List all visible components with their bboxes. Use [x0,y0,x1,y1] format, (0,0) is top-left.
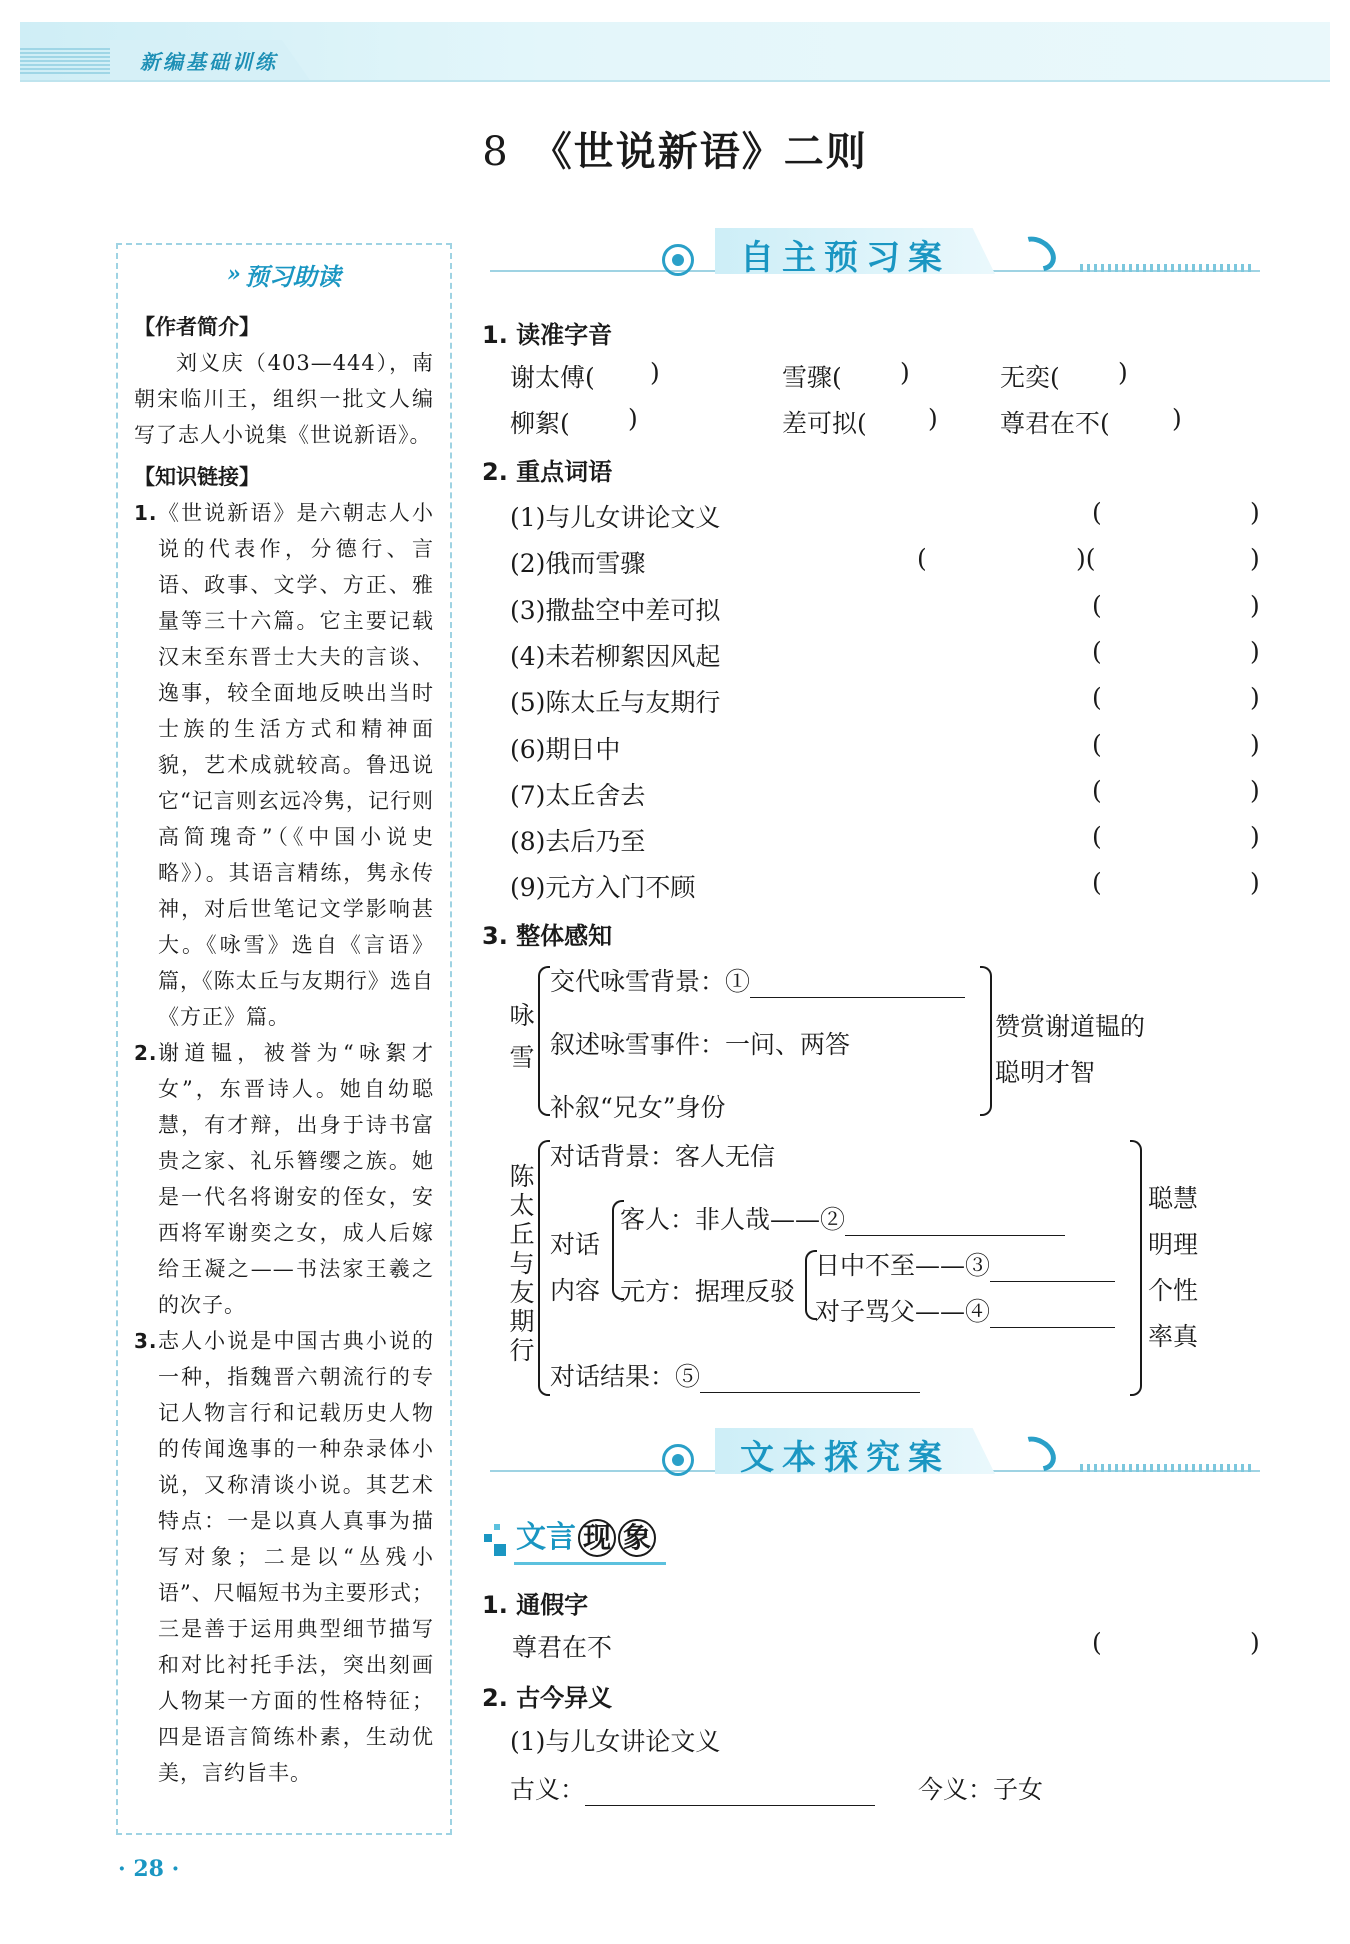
pinyin-item: 尊君在不( [1000,409,1110,438]
key-word-item: (8)去后乃至 [510,827,646,856]
preview-sidebar [116,243,452,1835]
yongxue-line-1: 交代咏雪背景：① [550,962,965,998]
series-label: 新编基础训练 [140,50,278,74]
q3-heading: 3. 整体感知 [482,922,613,950]
answer-paren-close: ) [1250,822,1260,851]
answer-paren-open: ( [1092,683,1102,712]
header-stripe-decoration [20,48,110,74]
answer-paren-open: ( [1092,730,1102,759]
yongxue-summary: 赞赏谢道韫的 聪明才智 [995,1012,1146,1087]
pinyin-item: 差可拟( [782,409,867,438]
chen-background: 对话背景：客人无信 [550,1142,776,1171]
answer-paren-close: ) [1250,498,1260,527]
tongjia-item: 尊君在不 [512,1633,613,1662]
sidebar-heading-text: 预习助读 [244,261,341,291]
author-text: 刘义庆（403—444），南朝宋临川王，组织一批文人编写了志人小说集《世说新语》。 [134,351,434,447]
key-word-item: (7)太丘舍去 [510,781,646,810]
lesson-title [0,120,1350,177]
yuanfang-sub-2: 对子骂父——④ [815,1292,1115,1328]
banner-title: 自主预习案 [740,238,950,278]
section-banner-explore [490,1428,1260,1488]
header-rule [20,80,1330,82]
key-word-item: (6)期日中 [510,735,621,764]
page-number: · 28 · [118,1856,180,1882]
key-word-item: (1)与儿女讲论文义 [510,503,721,532]
answer-paren-close: ) [1250,637,1260,666]
dialogue-label: 对话 内容 [550,1230,601,1305]
answer-paren-open: ( [1092,776,1102,805]
answer-paren-open: ( [1092,498,1102,527]
chen-result: 对话结果：⑤ [550,1357,920,1393]
t2-heading: 2. 古今异义 [482,1684,613,1712]
pinyin-item: 谢太傅( [510,363,595,392]
chen-summary: 聪慧 明理 个性 率真 [1148,1184,1199,1351]
yuanfang-line: 元方：据理反驳 [620,1277,796,1306]
answer-paren-close: ) [1250,868,1260,897]
yongxue-label: 咏 雪 [509,1001,535,1072]
sidebar-heading [134,245,434,303]
key-word-item: (2)俄而雪骤 [510,549,646,578]
knowledge-item: 3. 志人小说是中国古典小说的一种，指魏晋六朝流行的专记人物言行和记载历史人物的传闻逸事的一种杂录体小说，又称清谈小说。其艺术特点：一是以真人真事为描写对象；二是以“丛残小语”、尺幅短书为主要形式；三是善于运用典型细节描写和对比衬托手法，突出刻画人物某一方面的性格特征；四是语言简练朴素，生动优美，言约旨丰。 [134,1329,434,1785]
brace-left [538,966,550,1116]
pinyin-item: 柳絮( [510,409,570,438]
answer-paren-open: ( [1092,591,1102,620]
lesson-title-text: 《世说新语》二则 [531,128,868,175]
gujin-item: (1)与儿女讲论文义 [510,1727,721,1756]
key-word-item: (3)撒盐空中差可拟 [510,596,721,625]
yongxue-line-3: 补叙“兄女”身份 [550,1093,726,1122]
target-icon [662,1444,694,1476]
section-banner-preview [490,228,1260,288]
t1-heading: 1. 通假字 [482,1591,589,1619]
lesson-number: 8 [482,129,510,175]
pinyin-item: 雪骤( [782,363,842,392]
answer-paren-close: ) [1250,544,1260,573]
q2-heading: 2. 重点词语 [482,458,613,486]
answer-paren-close: ) [1250,730,1260,759]
author-section-title: 【作者简介】 [134,315,260,339]
knowledge-section-title: 【知识链接】 [134,465,260,489]
pinyin-item: 无奕( [1000,363,1060,392]
brace-right [1130,1140,1142,1396]
answer-paren-open: )( [1076,544,1096,573]
answer-paren-close: ) [1250,591,1260,620]
chen-label: 陈 太 丘 与 友 期 行 [509,1162,535,1365]
q1-heading: 1. 读准字音 [482,321,613,349]
answer-paren-open: ( [1092,637,1102,666]
brace-left [538,1140,550,1396]
yuanfang-sub-1: 日中不至——③ [815,1246,1115,1282]
modern-meaning: 今义：子女 [918,1775,1044,1804]
ancient-meaning: 古义： [510,1770,875,1806]
answer-paren-open: ( [917,544,927,573]
answer-paren-open: ( [1092,868,1102,897]
knowledge-list [134,495,434,1791]
yongxue-line-2: 叙述咏雪事件：一问、两答 [550,1030,851,1059]
double-chevron-icon: » [227,261,241,287]
target-icon [662,244,694,276]
brace-right [980,966,992,1116]
answer-paren-open: ( [1092,822,1102,851]
key-word-item: (5)陈太丘与友期行 [510,688,721,717]
key-word-item: (4)未若柳絮因风起 [510,642,721,671]
banner-title: 文本探究案 [740,1438,950,1478]
guest-line: 客人：非人哉——② [620,1200,1065,1236]
knowledge-item: 2. 谢道韫，被誉为“咏絮才女”，东晋诗人。她自幼聪慧，有才辩，出身于诗书富贵之家、礼乐簪缨之族。她是一代名将谢安的侄女，安西将军谢奕之女，成人后嫁给王凝之——书法家王羲之的次子。 [134,1041,434,1317]
knowledge-item: 1. 《世说新语》是六朝志人小说的代表作，分德行、言语、政事、文学、方正、雅量等三十六篇。它主要记载汉末至东晋士大夫的言谈、逸事，较全面地反映出当时士族的生活方式和精神面貌，艺术成就较高。鲁迅说它“记言则玄远冷隽，记行则高简瑰奇”（《中国小说史略》）。其语言精练，隽永传神，对后世笔记文学影响甚大。《咏雪》选自《言语》篇，《陈太丘与友期行》选自《方正》篇。 [134,501,434,1029]
answer-paren-close: ) [1250,683,1260,712]
answer-paren-close: ) [1250,776,1260,805]
key-word-item: (9)元方入门不顾 [510,873,696,902]
